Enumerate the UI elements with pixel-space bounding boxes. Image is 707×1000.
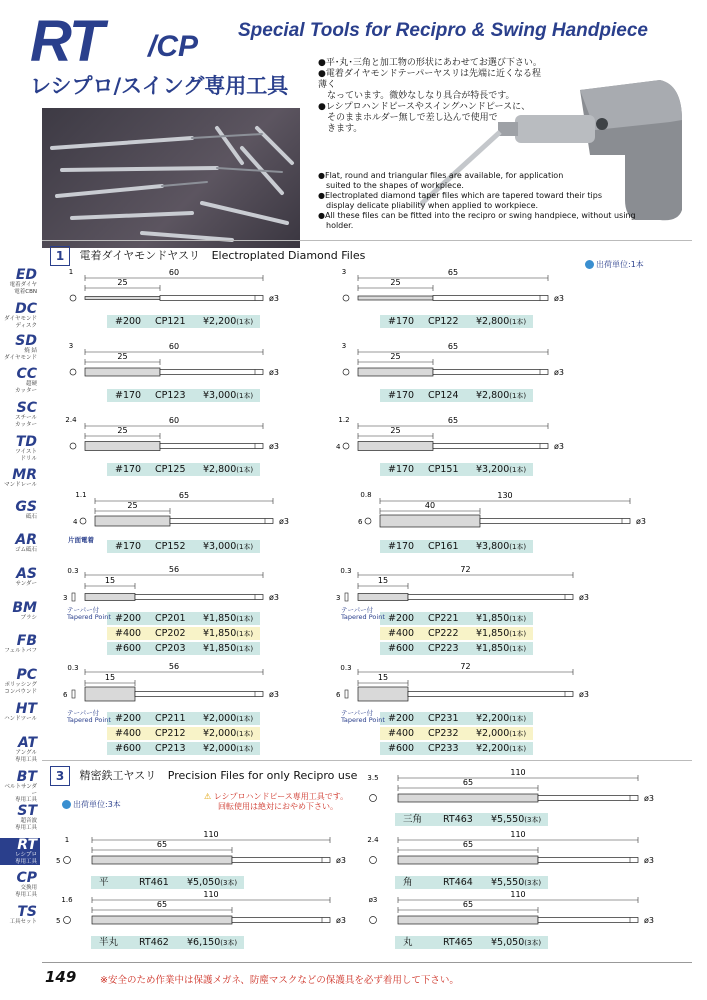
drawing-rt463-len-label: 110 — [510, 768, 526, 777]
drawing-cp161-len-label: 130 — [497, 491, 513, 500]
drawing-cp122-tip-label: 25 — [390, 278, 401, 287]
nav-sub: 電着ダイヤ 電着CBN — [9, 282, 37, 295]
drawing-rt464-tip-label: 65 — [462, 840, 474, 849]
drawing-rt464-dia: ø3 — [644, 856, 654, 865]
title-en: Special Tools for Recipro & Swing Handpiece — [238, 20, 648, 41]
spec-cp211: #200 CP211 ¥2,000(1本) — [107, 712, 260, 725]
drawing-rt465-shank — [538, 918, 638, 923]
drawing-cp125-tip-label: 25 — [117, 426, 128, 435]
spec-rt463: 三角 RT463 ¥5,550(3本) — [395, 813, 548, 826]
bullet-en-line: display delicate pliability when applied to workpiece. — [318, 201, 539, 210]
drawing-tapered-1-section — [72, 593, 75, 601]
nav-sub: ポリッシング コンパウンド — [4, 682, 37, 695]
drawing-rt462-w: 1.6 — [61, 896, 73, 904]
spec-cp222: #400 CP222 ¥1,850(1本) — [380, 627, 533, 640]
tapered-en: Tapered Point — [67, 716, 111, 724]
bullet-en-line: holder. — [318, 221, 354, 230]
drawing-rt465-section — [370, 917, 377, 924]
warning-line-1: レシプロハンドピース専用工具です。 — [213, 792, 349, 801]
drawing-rt461-len-label: 110 — [203, 830, 219, 839]
section1-title-en: Electroplated Diamond Files — [211, 249, 366, 262]
drawing-cp124-dia: ø3 — [554, 368, 564, 377]
drawing-rt462-section — [64, 917, 71, 924]
drawing-tapered-1-h: 3 — [63, 594, 68, 602]
spec-cp151: #170 CP151 ¥3,200(1本) — [380, 463, 533, 476]
nav-sub: 超硬 カッター — [15, 381, 37, 394]
drawing-rt461-shank — [232, 858, 330, 863]
drawing-cp161-w: 0.8 — [360, 491, 372, 499]
bullet-en-line: suited to the shapes of workpiece. — [318, 181, 464, 190]
title-cp: /CP — [148, 30, 199, 63]
drawing-cp121-tip-label: 25 — [117, 278, 128, 287]
drawing-tapered-2-len-label: 72 — [460, 565, 471, 574]
nav-sub: ハンドツール — [4, 716, 37, 722]
drawing-rt465-w: ø3 — [368, 896, 378, 904]
drawing-cp151-dia: ø3 — [554, 442, 564, 451]
page-number: 149 — [45, 968, 77, 986]
warning-note — [204, 792, 348, 812]
drawing-tapered-3-len-label: 56 — [168, 662, 180, 671]
bullet-jp-line: そのままホルダー無しで差し込んで使用で — [318, 113, 498, 123]
nav-code: AT — [17, 735, 37, 751]
nav-code: TD — [15, 434, 37, 450]
nav-sub: 焼 結 ダイヤモンド — [4, 348, 37, 361]
nav-code: PC — [16, 667, 37, 683]
nav-sub: スチール カッター — [15, 415, 37, 428]
drawing-rt462-h: 5 — [56, 917, 61, 925]
drawing-cp123-dia: ø3 — [269, 368, 279, 377]
section3-title-jp: 精密鉄工ヤスリ — [79, 769, 157, 782]
drawing-rt463-w: 3.5 — [367, 774, 379, 782]
drawing-rt461-tip-label: 65 — [156, 840, 168, 849]
drawing-cp151-grit — [358, 442, 433, 451]
nav-code: BT — [16, 769, 37, 785]
tapered-jp: テーパー付 — [67, 709, 100, 717]
drawing-cp152-h: 4 — [73, 518, 78, 526]
warning-line-2: 回転使用は絶対におやめ下さい。 — [218, 802, 338, 811]
nav-sub: アングル 専用工具 — [14, 750, 37, 763]
drawing-cp121-section — [70, 295, 76, 301]
nav-sub: ブラシ — [20, 615, 37, 621]
spec-cp122: #170 CP122 ¥2,800(1本) — [380, 315, 533, 328]
drawing-cp121-grit — [85, 297, 160, 300]
tapered-jp: テーパー付 — [67, 606, 100, 614]
drawing-tapered-4-w: 0.3 — [340, 664, 352, 672]
section1-number: 1 — [50, 246, 70, 266]
spec-cp232: #400 CP232 ¥2,000(1本) — [380, 727, 533, 740]
nav-sub: ツイスト ドリル — [15, 449, 37, 462]
drawing-rt464-shank — [538, 858, 638, 863]
drawing-cp123-len-label: 60 — [168, 342, 180, 351]
drawing-tapered-3-w: 0.3 — [67, 664, 79, 672]
drawing-cp123-grit — [85, 368, 160, 376]
drawing-cp152-len-label: 65 — [178, 491, 190, 500]
drawing-cp124-section — [343, 369, 349, 375]
drawing-cp125-dia: ø3 — [269, 442, 279, 451]
drawing-tapered-4-tip-label: 15 — [377, 673, 389, 682]
drawing-cp123-shank — [160, 370, 263, 375]
drawing-tapered-2-h: 3 — [336, 594, 341, 602]
drawing-cp122-shank — [433, 296, 548, 301]
safety-note: ※安全のため作業中は保護メガネ、防塵マスクなどの保護具を必ず着用して下さい。 — [100, 975, 459, 986]
drawing-cp121-dia: ø3 — [269, 294, 279, 303]
nav-sub: 交換用 専用工具 — [14, 885, 37, 898]
drawing-cp123-section — [70, 369, 76, 375]
drawing-tapered-1-tip-label: 15 — [104, 576, 116, 585]
drawing-cp152-shank — [170, 519, 273, 524]
drawing-cp125-grit — [85, 442, 160, 451]
drawing-cp152-tip-label: 25 — [127, 501, 138, 510]
drawing-rt461-w: 1 — [64, 836, 70, 844]
drawing-tapered-4-h: 6 — [336, 691, 341, 699]
drawing-cp152-section — [80, 518, 86, 524]
tapered-en: Tapered Point — [341, 716, 385, 724]
spec-cp161: #170 CP161 ¥3,800(1本) — [380, 540, 533, 553]
nav-sub: ゴム砥石 — [14, 547, 37, 553]
drawing-rt464-w: 2.4 — [367, 836, 379, 844]
spec-rt465: 丸 RT465 ¥5,050(3本) — [395, 936, 548, 949]
section3-title-en: Precision Files for only Recipro use — [167, 769, 358, 782]
spec-rt462: 半丸 RT462 ¥6,150(3本) — [91, 936, 244, 949]
drawing-cp161-shank — [480, 519, 630, 524]
nav-code: ED — [15, 267, 37, 283]
section3-header — [50, 766, 357, 786]
drawing-rt464-len-label: 110 — [510, 830, 526, 839]
bullet-jp-line: なっています。微妙なしなり具合が特長です。 — [318, 91, 515, 101]
spec-rt461: 平 RT461 ¥5,050(3本) — [91, 876, 244, 889]
drawing-rt464-section — [370, 857, 377, 864]
nav-code: MR — [12, 467, 37, 483]
drawing-tapered-3-section — [72, 690, 75, 698]
drawing-rt464-grit — [398, 856, 538, 864]
drawing-cp161-section — [365, 518, 371, 524]
drawing-tapered-3-h: 6 — [63, 691, 68, 699]
nav-sub: フェルトバフ — [4, 648, 37, 654]
drawing-rt461-h: 5 — [56, 857, 61, 865]
tapered-jp: テーパー付 — [341, 606, 374, 614]
spec-cp233: #600 CP233 ¥2,200(1本) — [380, 742, 533, 755]
section3-divider — [42, 760, 692, 761]
section1-title-jp: 電着ダイヤモンドヤスリ — [79, 249, 201, 262]
drawing-rt462-len-label: 110 — [203, 890, 219, 899]
drawing-cp152-w: 1.1 — [75, 491, 87, 499]
drawing-cp121-len-label: 60 — [168, 268, 180, 277]
drawing-tapered-3-tip-label: 15 — [104, 673, 116, 682]
drawing-cp161-grit — [380, 515, 480, 527]
drawing-rt465-tip-label: 65 — [462, 900, 474, 909]
drawing-rt461-section — [64, 857, 71, 864]
drawing-rt465-dia: ø3 — [644, 916, 654, 925]
warning-icon: ⚠ — [204, 792, 212, 801]
drawing-cp123-w: 3 — [68, 342, 74, 350]
nav-code: AS — [16, 566, 37, 582]
nav-sub: 工具セット — [9, 919, 37, 925]
nav-code: FB — [16, 633, 37, 649]
spec-cp231: #200 CP231 ¥2,200(1本) — [380, 712, 533, 725]
drawing-cp161-dia: ø3 — [636, 517, 646, 526]
nav-code: SD — [15, 333, 37, 349]
nav-sub: サンダー — [15, 581, 37, 587]
bullet-en-line: ●Electroplated diamond taper files which are tapered toward their tips — [318, 191, 603, 200]
drawing-cp161-tip-label: 40 — [424, 501, 436, 510]
drawing-tapered-2-tip-label: 15 — [377, 576, 389, 585]
drawing-rt463-dia: ø3 — [644, 794, 654, 803]
nav-sub: ダイヤモンド ディスク — [4, 316, 37, 329]
nav-sub: レシプロ 専用工具 — [14, 852, 37, 865]
drawing-tapered-1-dia: ø3 — [269, 593, 279, 602]
drawing-rt461-dia: ø3 — [336, 856, 346, 865]
drawing-cp161-h: 6 — [358, 518, 363, 526]
drawing-cp122-w: 3 — [341, 268, 347, 276]
spec-cp123: #170 CP123 ¥3,000(1本) — [107, 389, 260, 402]
nav-code: CC — [16, 366, 37, 382]
nav-code: SC — [16, 400, 37, 416]
drawing-tapered-3-dia: ø3 — [269, 690, 279, 699]
drawing-cp124-len-label: 65 — [447, 342, 459, 351]
section3-number: 3 — [50, 766, 70, 786]
drawing-rt461-grit — [92, 856, 232, 864]
footer-divider — [42, 962, 692, 963]
drawing-tapered-2-grit — [358, 594, 408, 601]
drawing-rt463-tip-label: 65 — [462, 778, 474, 787]
drawing-cp151-w: 1.2 — [338, 416, 350, 424]
drawing-cp152-dia: ø3 — [279, 517, 289, 526]
drawing-cp151-len-label: 65 — [447, 416, 459, 425]
drawing-cp122-dia: ø3 — [554, 294, 564, 303]
drawing-tapered-3-grit — [85, 687, 135, 701]
drawing-cp125-section — [70, 443, 76, 449]
tapered-jp: テーパー付 — [341, 709, 374, 717]
spec-cp201: #200 CP201 ¥1,850(1本) — [107, 612, 260, 625]
spec-cp223: #600 CP223 ¥1,850(1本) — [380, 642, 533, 655]
drawing-tapered-2-w: 0.3 — [340, 567, 352, 575]
drawing-cp125-shank — [160, 444, 263, 449]
drawing-tapered-2-shank — [408, 595, 573, 600]
ship-unit-text: 出荷単位:1本 — [596, 260, 644, 269]
drawing-tapered-1-w: 0.3 — [67, 567, 79, 575]
drawing-tapered-2-section — [345, 593, 348, 601]
drawing-rt463-section — [370, 795, 377, 802]
tapered-label-1 — [67, 607, 111, 621]
nav-code: HT — [15, 701, 37, 717]
drawing-cp125-len-label: 60 — [168, 416, 180, 425]
drawing-cp151-section — [343, 443, 349, 449]
tapered-label-3 — [67, 710, 111, 724]
nav-code: ST — [17, 803, 37, 819]
nav-code: CP — [16, 870, 37, 886]
drawing-cp124-w: 3 — [341, 342, 347, 350]
drawing-rt462-dia: ø3 — [336, 916, 346, 925]
drawing-rt462-tip-label: 65 — [156, 900, 168, 909]
drawing-rt465-len-label: 110 — [510, 890, 526, 899]
nav-code: GS — [15, 499, 37, 515]
drawing-cp122-len-label: 65 — [447, 268, 459, 277]
drawing-tapered-1-grit — [85, 594, 135, 601]
spec-cp212: #400 CP212 ¥2,000(1本) — [107, 727, 260, 740]
drawing-tapered-4-len-label: 72 — [460, 662, 471, 671]
spec-cp221: #200 CP221 ¥1,850(1本) — [380, 612, 533, 625]
bullet-jp-line: ●平･丸･三角と加工物の形状にあわせてお選び下さい。 — [318, 58, 542, 68]
drawing-rt462-shank — [232, 918, 330, 923]
drawing-cp121-w: 1 — [68, 268, 74, 276]
drawing-cp151-h: 4 — [336, 443, 341, 451]
bullet-en-line: ●All these files can be fitted into the recipro or swing handpiece, without using — [318, 211, 636, 220]
nav-code: TS — [17, 904, 37, 920]
spec-cp152: #170 CP152 ¥3,000(1本) — [107, 540, 260, 553]
spec-cp213: #600 CP213 ¥2,000(1本) — [107, 742, 260, 755]
spec-cp121: #200 CP121 ¥2,200(1本) — [107, 315, 260, 328]
ship-dot-icon — [62, 800, 71, 809]
single-side-label: 片面電着 — [68, 536, 94, 544]
spec-cp203: #600 CP203 ¥1,850(1本) — [107, 642, 260, 655]
drawing-cp124-tip-label: 25 — [390, 352, 401, 361]
drawing-rt463-shank — [538, 796, 638, 801]
drawing-rt463-grit — [398, 794, 538, 802]
bullet-jp-line: きます。 — [318, 124, 363, 134]
drawing-cp122-section — [343, 295, 349, 301]
drawing-cp121-shank — [160, 296, 263, 301]
drawing-cp124-grit — [358, 368, 433, 376]
spec-cp125: #170 CP125 ¥2,800(1本) — [107, 463, 260, 476]
nav-code: DC — [15, 301, 37, 317]
title-jp: レシプロ/スイング専用工具 — [30, 74, 289, 98]
drawing-rt462-grit — [92, 916, 232, 924]
nav-sub: 超音波 専用工具 — [14, 818, 37, 831]
tapered-en: Tapered Point — [341, 613, 385, 621]
drawing-tapered-3-shank — [135, 692, 263, 697]
spec-cp202: #400 CP202 ¥1,850(1本) — [107, 627, 260, 640]
nav-code: BM — [12, 600, 37, 616]
drawing-tapered-4-section — [345, 690, 348, 698]
nav-sub: ベルトサンダー 専用工具 — [4, 784, 37, 803]
drawing-cp124-shank — [433, 370, 548, 375]
nav-code: AR — [15, 532, 37, 548]
title-rt: RT — [30, 9, 103, 74]
tapered-en: Tapered Point — [67, 613, 111, 621]
drawing-cp122-grit — [358, 296, 433, 300]
drawing-cp125-w: 2.4 — [65, 416, 77, 424]
drawing-rt465-grit — [398, 916, 538, 924]
drawing-tapered-2-dia: ø3 — [579, 593, 589, 602]
section3-ship-unit — [62, 799, 121, 810]
ship-unit-text: 出荷単位:3本 — [73, 800, 121, 809]
drawing-tapered-4-dia: ø3 — [579, 690, 589, 699]
tapered-label-2 — [341, 607, 385, 621]
bullet-en-line: ●Flat, round and triangular files are available, for application — [318, 171, 564, 180]
drawing-cp123-tip-label: 25 — [117, 352, 128, 361]
nav-sub: マンドレール — [4, 482, 37, 488]
drawing-cp152-grit — [95, 516, 170, 526]
drawing-tapered-1-shank — [135, 595, 263, 600]
spec-cp124: #170 CP124 ¥2,800(1本) — [380, 389, 533, 402]
drawing-cp151-shank — [433, 444, 548, 449]
drawing-cp151-tip-label: 25 — [390, 426, 401, 435]
drawing-tapered-4-grit — [358, 687, 408, 701]
drawing-tapered-4-shank — [408, 692, 573, 697]
nav-sub: 砥石 — [25, 514, 37, 520]
tapered-label-4 — [341, 710, 385, 724]
bullet-jp-line: ●電着ダイヤモンドテーパーヤスリは先端に近くなる程薄く — [318, 69, 542, 90]
spec-rt464: 角 RT464 ¥5,550(3本) — [395, 876, 548, 889]
nav-code: RT — [17, 837, 37, 853]
bullet-jp-line: ●レシプロハンドピースやスイングハンドピースに、 — [318, 102, 531, 112]
drawing-tapered-1-len-label: 56 — [168, 565, 180, 574]
